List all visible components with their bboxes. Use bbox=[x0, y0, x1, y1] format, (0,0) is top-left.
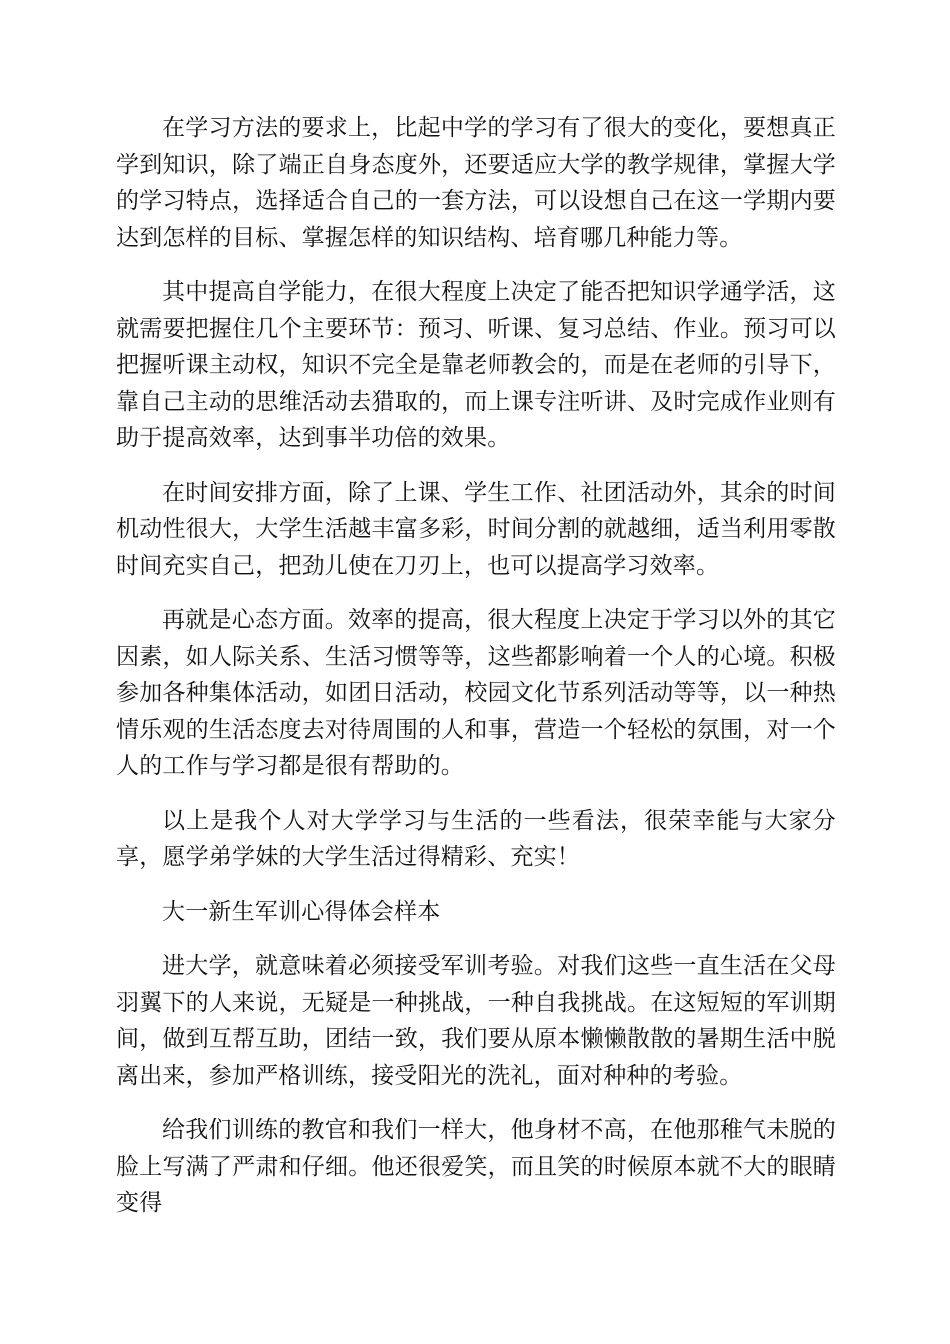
paragraph-time-management: 在时间安排方面，除了上课、学生工作、社团活动外，其余的时间机动性很大，大学生活越丰富多彩，时间分割的就越细，适当利用零散时间充实自己，把劲儿使在刀刃上，也可以提高学习效率。 bbox=[116, 479, 836, 579]
paragraph-study-methods: 在学习方法的要求上，比起中学的学习有了很大的变化，要想真正学到知识，除了端正自身态度外，还要适应大学的教学规律，掌握大学的学习特点，选择适合自己的一套方法，可以设想自己在这一学期内要达到怎样的目标、掌握怎样的知识结构、培育哪几种能力等。 bbox=[116, 115, 836, 251]
paragraph-military-training: 进大学，就意味着必须接受军训考验。对我们这些一直生活在父母羽翼下的人来说，无疑是一种挑战，一种自我挑战。在这短短的军训期间，做到互帮互助，团结一致，我们要从原本懒懒散散的暑期生活中脱离出来，参加严格训练，接受阳光的洗礼，面对种种的考验。 bbox=[116, 953, 836, 1089]
paragraph-closing: 以上是我个人对大学学习与生活的一些看法，很荣幸能与大家分享，愿学弟学妹的大学生活过得精彩、充实！ bbox=[116, 807, 836, 870]
paragraph-self-study: 其中提高自学能力，在很大程度上决定了能否把知识学通学活，这就需要把握住几个主要环节：预习、听课、复习总结、作业。预习可以把握听课主动权，知识不完全是靠老师教会的，而是在老师的引导下，靠自己主动的思维活动去猎取的，而上课专注听讲、及时完成作业则有助于提高效率，达到事半功倍的效果。 bbox=[116, 279, 836, 451]
document-body bbox=[116, 110, 836, 1240]
section-title: 大一新生军训心得体会样本 bbox=[162, 898, 441, 925]
paragraph-instructor: 给我们训练的教官和我们一样大，他身材不高，在他那稚气未脱的脸上写满了严肃和仔细。他还很爱笑，而且笑的时候原本就不大的眼睛变得 bbox=[116, 1117, 836, 1216]
paragraph-mindset: 再就是心态方面。效率的提高，很大程度上决定于学习以外的其它因素，如人际关系、生活习惯等等，这些都影响着一个人的心境。积极参加各种集体活动，如团日活动，校园文化节系列活动等等，以一种热情乐观的生活态度去对待周围的人和事，营造一个轻松的氛围，对一个人的工作与学习都是很有帮助的。 bbox=[116, 607, 836, 779]
